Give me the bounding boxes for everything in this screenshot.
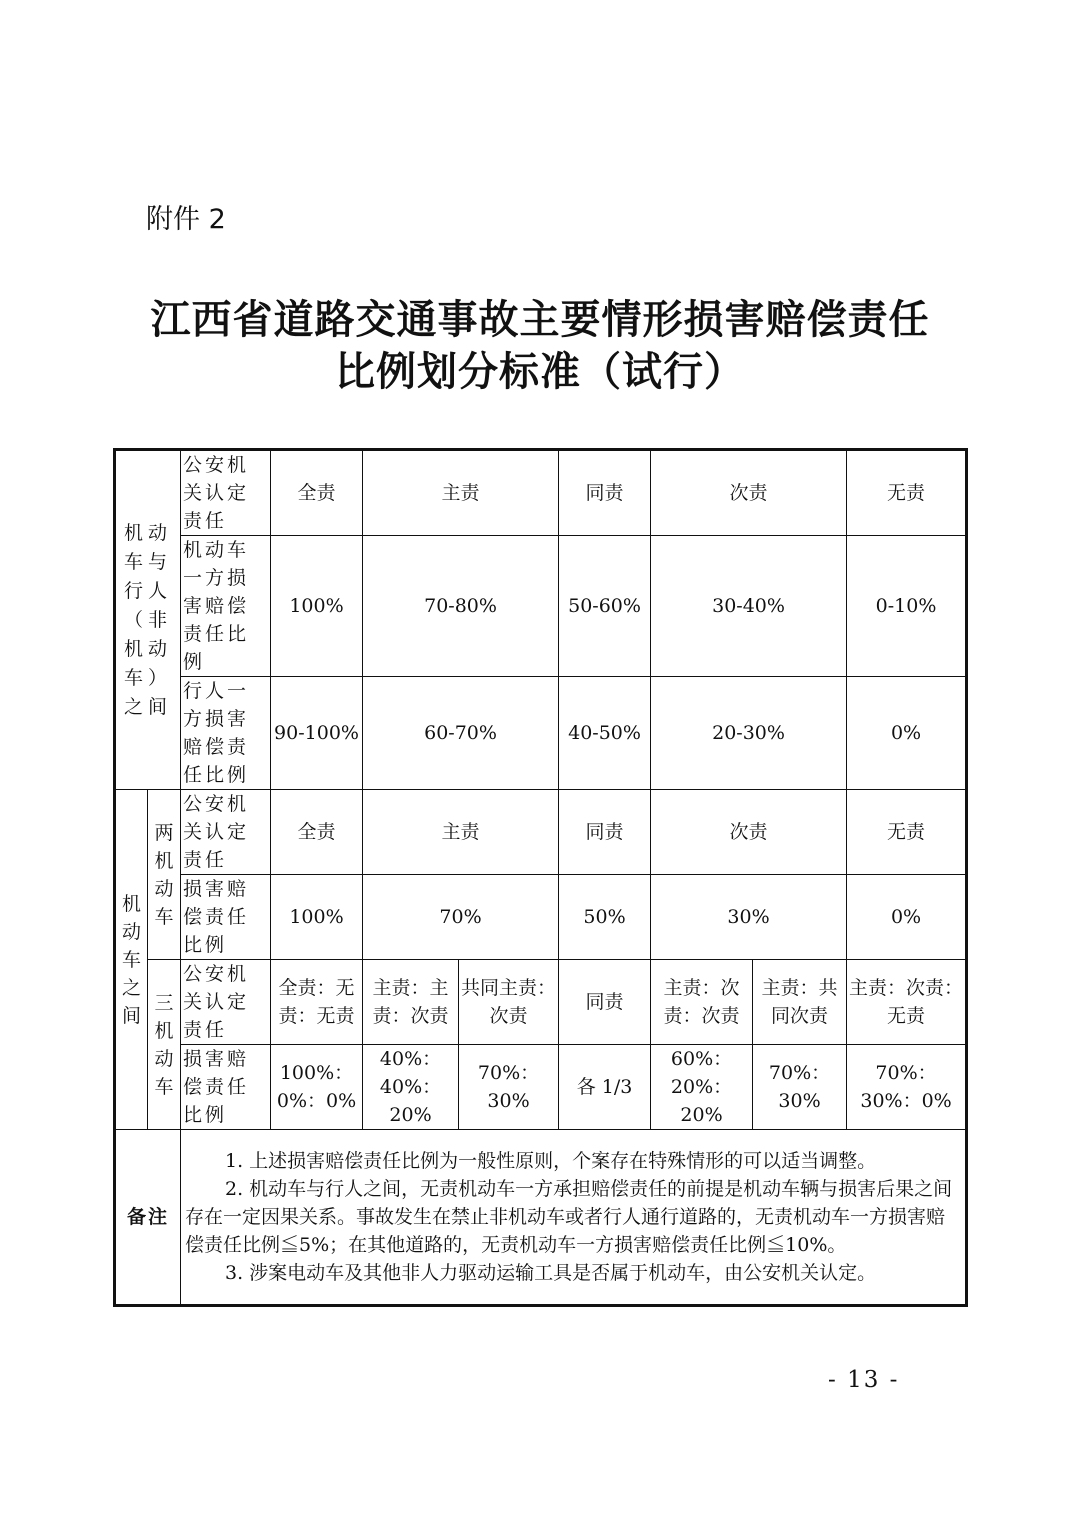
sub-group-two-vehicles: 两机动车 — [148, 790, 181, 960]
remarks-label: 备注 — [115, 1130, 181, 1306]
motor-ratio-equal: 50-60% — [559, 536, 651, 677]
page-title-line-2: 比例划分标准（试行） — [335, 348, 745, 395]
two-ratio-none: 0% — [847, 875, 967, 960]
motor-ratio-full: 100% — [271, 536, 363, 677]
resp-secondary: 次责 — [651, 450, 847, 536]
three-ratio-3: 70%：30% — [459, 1045, 559, 1130]
row-label-responsibility: 公安机关认定责任 — [181, 960, 271, 1045]
three-resp-6: 主责：共同次责 — [753, 960, 847, 1045]
three-resp-7: 主责：次责：无责 — [847, 960, 967, 1045]
sub-group-three-vehicles: 三机动车 — [148, 960, 181, 1130]
motor-ratio-none: 0-10% — [847, 536, 967, 677]
two-resp-none: 无责 — [847, 790, 967, 875]
three-ratio-2: 40%：40%：20% — [363, 1045, 459, 1130]
three-resp-2: 主责：主责：次责 — [363, 960, 459, 1045]
group-between-vehicles: 机动车之间 — [115, 790, 148, 1130]
remark-item: 3. 涉案电动车及其他非人力驱动运输工具是否属于机动车，由公安机关认定。 — [225, 1262, 877, 1284]
three-resp-1: 全责：无责：无责 — [271, 960, 363, 1045]
ped-ratio-main: 60-70% — [363, 677, 559, 790]
three-ratio-4: 各 1/3 — [559, 1045, 651, 1130]
remarks-content — [181, 1130, 967, 1306]
row-label-responsibility: 公安机关认定责任 — [181, 790, 271, 875]
ped-ratio-none: 0% — [847, 677, 967, 790]
two-ratio-secondary: 30% — [651, 875, 847, 960]
resp-full: 全责 — [271, 450, 363, 536]
resp-main: 主责 — [363, 450, 559, 536]
row-label-ratio: 损害赔偿责任比例 — [181, 875, 271, 960]
three-ratio-6: 70%：30% — [753, 1045, 847, 1130]
two-ratio-equal: 50% — [559, 875, 651, 960]
row-label-pedestrian-ratio: 行人一方损害赔偿责任比例 — [181, 677, 271, 790]
three-ratio-1: 100%：0%：0% — [271, 1045, 363, 1130]
three-resp-3: 共同主责：次责 — [459, 960, 559, 1045]
three-ratio-5: 60%：20%：20% — [651, 1045, 753, 1130]
two-resp-equal: 同责 — [559, 790, 651, 875]
motor-ratio-main: 70-80% — [363, 536, 559, 677]
ped-ratio-equal: 40-50% — [559, 677, 651, 790]
three-resp-4: 同责 — [559, 960, 651, 1045]
remark-item: 2. 机动车与行人之间，无责机动车一方承担赔偿责任的前提是机动车辆与损害后果之间存在一定因果关系。事故发生在禁止非机动车或者行人通行道路的，无责机动车一方损害赔偿责任比例≦5%；在其他道路的，无责机动车一方损害赔偿责任比例≦10%。 — [185, 1178, 953, 1256]
liability-ratio-table — [113, 448, 968, 1307]
remark-item: 1. 上述损害赔偿责任比例为一般性原则，个案存在特殊情形的可以适当调整。 — [225, 1150, 877, 1172]
page-title-line-1: 江西省道路交通事故主要情形损害赔偿责任 — [150, 296, 930, 343]
two-ratio-main: 70% — [363, 875, 559, 960]
resp-none: 无责 — [847, 450, 967, 536]
two-resp-full: 全责 — [271, 790, 363, 875]
three-resp-5: 主责：次责：次责 — [651, 960, 753, 1045]
two-resp-main: 主责 — [363, 790, 559, 875]
motor-ratio-secondary: 30-40% — [651, 536, 847, 677]
resp-equal: 同责 — [559, 450, 651, 536]
two-resp-secondary: 次责 — [651, 790, 847, 875]
row-label-motor-ratio: 机动车一方损害赔偿责任比例 — [181, 536, 271, 677]
three-ratio-7: 70%：30%：0% — [847, 1045, 967, 1130]
row-label-ratio: 损害赔偿责任比例 — [181, 1045, 271, 1130]
row-label-responsibility: 公安机关认定责任 — [181, 450, 271, 536]
ped-ratio-secondary: 20-30% — [651, 677, 847, 790]
ped-ratio-full: 90-100% — [271, 677, 363, 790]
two-ratio-full: 100% — [271, 875, 363, 960]
group-motor-pedestrian: 机动车与行人（非机动车）之间 — [115, 450, 181, 790]
attachment-label: 附件 2 — [146, 204, 226, 235]
page-number: - 13 - — [828, 1367, 900, 1393]
